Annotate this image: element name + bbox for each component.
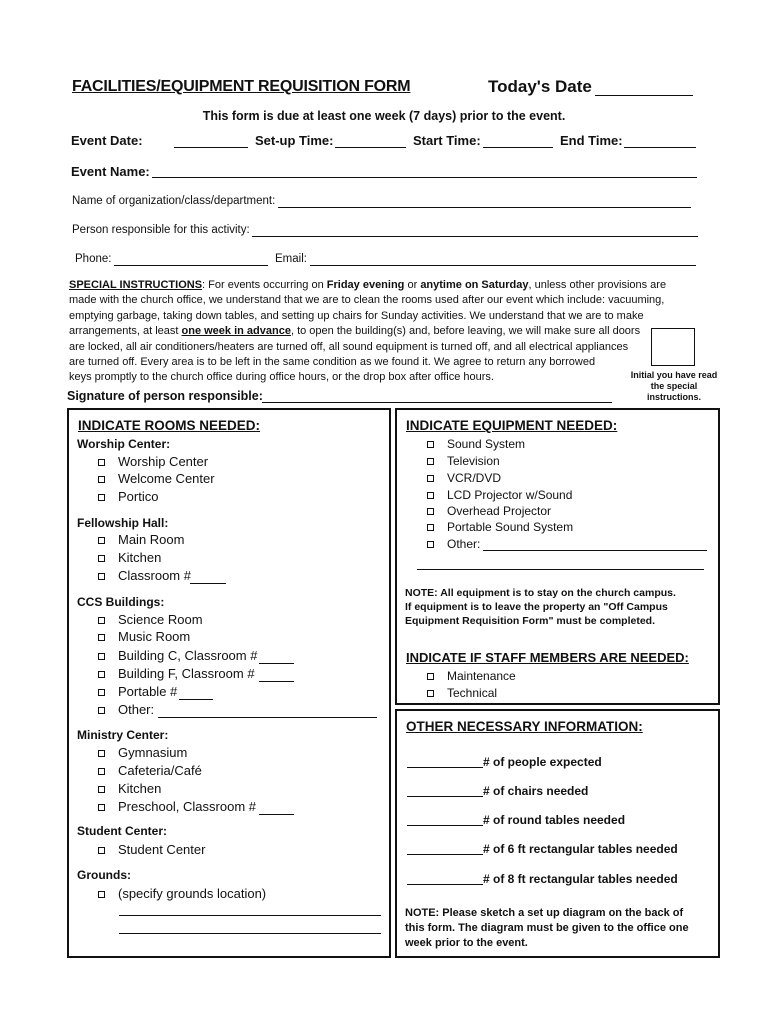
rooms-heading: INDICATE ROOMS NEEDED: [78,418,261,433]
chairs-needed-label: # of chairs needed [483,784,589,798]
checkbox-overhead-projector[interactable] [427,508,434,515]
room-building-f: Building F, Classroom # [118,666,255,681]
equipment-panel [395,408,720,705]
staff-heading: INDICATE IF STAFF MEMBERS ARE NEEDED: [406,650,689,665]
ccs-buildings-heading: CCS Buildings: [77,595,165,609]
room-cafeteria: Cafeteria/Café [118,763,202,778]
form-title: FACILITIES/EQUIPMENT REQUISITION FORM [72,78,411,95]
room-building-c: Building C, Classroom # [118,648,258,663]
end-time-field[interactable] [624,147,696,148]
checkbox-technical[interactable] [427,690,434,697]
initial-box[interactable] [651,328,695,366]
fellowship-hall-heading: Fellowship Hall: [77,516,169,530]
initial-caption: Initial you have read the special instructions. [630,370,718,402]
checkbox-preschool[interactable] [98,804,105,811]
checkbox-lcd-projector[interactable] [427,492,434,499]
staff-technical: Technical [447,686,498,700]
building-f-classroom-field[interactable] [259,681,294,682]
room-classroom-fellowship: Classroom # [118,568,191,583]
other-info-panel [395,709,720,958]
rooms-panel [67,408,391,958]
room-grounds: (specify grounds location) [118,886,267,901]
grounds-location-field-1[interactable] [119,915,381,916]
room-preschool: Preschool, Classroom # [118,799,256,814]
equipment-portable-sound: Portable Sound System [447,520,574,534]
other-info-heading: OTHER NECESSARY INFORMATION: [406,719,643,734]
organization-label: Name of organization/class/department: [72,195,276,207]
setup-time-field[interactable] [335,147,406,148]
room-kitchen-ministry: Kitchen [118,781,162,796]
setup-time-label: Set-up Time: [255,133,334,148]
checkbox-portable[interactable] [98,689,105,696]
instructions-heading: SPECIAL INSTRUCTIONS [69,279,203,291]
grounds-heading: Grounds: [77,868,131,882]
chairs-needed-field[interactable] [407,796,483,797]
email-field[interactable] [310,265,696,266]
checkbox-science-room[interactable] [98,617,105,624]
checkbox-welcome-center[interactable] [98,476,105,483]
checkbox-music-room[interactable] [98,634,105,641]
diagram-note: NOTE: Please sketch a set up diagram on the back of this form. The diagram must be given to the office one week prior to the event. [405,907,689,949]
other-equipment-field-2[interactable] [417,569,704,570]
todays-date-label: Today's Date [488,77,592,96]
classroom-number-field[interactable] [190,583,226,584]
equipment-lcd-projector: LCD Projector w/Sound [447,488,573,502]
checkbox-kitchen-ministry[interactable] [98,786,105,793]
equipment-note: NOTE: All equipment is to stay on the church campus. If equipment is to leave the property an "Off Campus Equipment Requisition Form" must be completed. [405,587,676,627]
equipment-heading: INDICATE EQUIPMENT NEEDED: [406,418,618,433]
checkbox-gymnasium[interactable] [98,750,105,757]
checkbox-maintenance[interactable] [427,673,434,680]
event-name-field[interactable] [152,177,697,178]
people-expected-field[interactable] [407,767,483,768]
checkbox-building-c[interactable] [98,653,105,660]
staff-maintenance: Maintenance [447,669,516,683]
equipment-vcr-dvd: VCR/DVD [447,471,502,485]
checkbox-portico[interactable] [98,494,105,501]
student-center-heading: Student Center: [77,824,167,838]
signature-label: Signature of person responsible: [67,389,263,403]
room-other: Other: [118,702,155,717]
checkbox-cafeteria[interactable] [98,768,105,775]
checkbox-classroom-fellowship[interactable] [98,573,105,580]
organization-field[interactable] [278,207,691,208]
other-room-field[interactable] [158,717,377,718]
checkbox-portable-sound[interactable] [427,524,434,531]
eight-ft-tables-field[interactable] [407,884,483,885]
checkbox-other-equipment[interactable] [427,541,434,548]
checkbox-main-room[interactable] [98,537,105,544]
other-equipment-field-1[interactable] [483,550,707,551]
email-label: Email: [275,253,307,265]
person-responsible-field[interactable] [252,236,698,237]
checkbox-building-f[interactable] [98,671,105,678]
equipment-television: Television [447,454,500,468]
event-name-label: Event Name: [71,164,150,179]
checkbox-television[interactable] [427,458,434,465]
portable-number-field[interactable] [179,699,213,700]
room-gymnasium: Gymnasium [118,745,188,760]
grounds-location-field-2[interactable] [119,933,381,934]
round-tables-field[interactable] [407,825,483,826]
room-music-room: Music Room [118,629,191,644]
six-ft-tables-field[interactable] [407,854,483,855]
start-time-field[interactable] [483,147,553,148]
six-ft-tables-label: # of 6 ft rectangular tables needed [483,842,678,856]
equipment-overhead-projector: Overhead Projector [447,504,552,518]
end-time-label: End Time: [560,133,623,148]
eight-ft-tables-label: # of 8 ft rectangular tables needed [483,872,678,886]
equipment-other: Other: [447,537,481,551]
event-date-field[interactable] [174,147,248,148]
room-main-room: Main Room [118,532,185,547]
room-science-room: Science Room [118,612,203,627]
special-instructions: SPECIAL INSTRUCTIONS: For events occurring on Friday evening or anytime on Saturday, unless other provisions are made with the church office, we understand that we are to clean the rooms used after our event which include: vacuuming, emptying garbage, taking down tables, and setting up chairs for Sunday activities. We understand that we are to make arrangements, at least one week in advance, to open the building(s) and, before leaving, we will make sure all doors are locked, all air conditioners/heaters are turned off, all sound equipment is turned off, and all electrical appliances are turned off. Every area is to be left in the same condition as we found it. We agree to return any borrowed keys promptly to the church office during office hours, or the drop box after office hours. [69,279,667,384]
room-welcome-center: Welcome Center [118,471,215,486]
checkbox-other-room[interactable] [98,707,105,714]
checkbox-grounds[interactable] [98,891,105,898]
signature-field[interactable] [262,402,612,403]
round-tables-label: # of round tables needed [483,813,626,827]
event-date-label: Event Date: [71,133,143,148]
building-c-classroom-field[interactable] [259,663,294,664]
checkbox-vcr-dvd[interactable] [427,475,434,482]
equipment-sound-system: Sound System [447,437,526,451]
preschool-classroom-field[interactable] [259,814,294,815]
start-time-label: Start Time: [413,133,481,148]
due-notice: This form is due at least one week (7 days) prior to the event. [202,109,566,123]
checkbox-kitchen-fellowship[interactable] [98,555,105,562]
people-expected-label: # of people expected [483,755,602,769]
ministry-center-heading: Ministry Center: [77,728,169,742]
room-worship-center: Worship Center [118,454,209,469]
room-kitchen-fellowship: Kitchen [118,550,162,565]
phone-field[interactable] [114,265,268,266]
room-portico: Portico [118,489,159,504]
worship-center-heading: Worship Center: [77,437,171,451]
person-responsible-label: Person responsible for this activity: [72,224,250,236]
phone-label: Phone: [75,253,112,265]
todays-date-field[interactable] [595,95,693,96]
room-student-center: Student Center [118,842,206,857]
checkbox-worship-center[interactable] [98,459,105,466]
checkbox-student-center[interactable] [98,847,105,854]
room-portable: Portable # [118,684,178,699]
checkbox-sound-system[interactable] [427,441,434,448]
